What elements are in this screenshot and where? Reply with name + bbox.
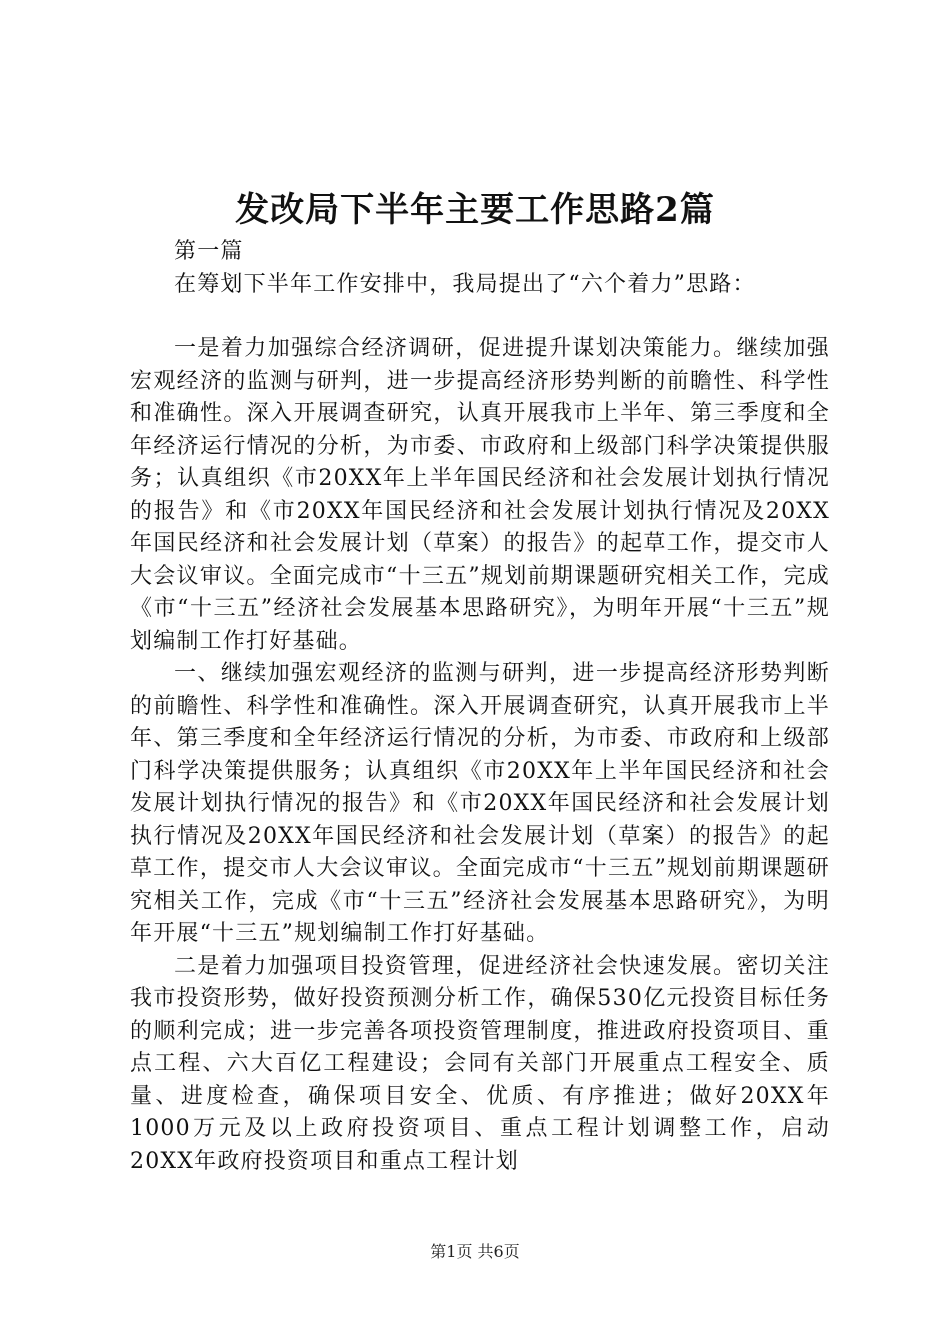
body-paragraph: 二是着力加强项目投资管理，促进经济社会快速发展。密切关注我市投资形势，做好投资预测分析工作，确保530亿元投资目标任务的顺利完成；进一步完善各项投资管理制度，推进政府投资项目、重点工程、六大百亿工程建设；会同有关部门开展重点工程安全、质量、进度检查，确保项目安全、优质、有序推进；做好20XX年1000万元及以上政府投资项目、重点工程计划调整工作，启动20XX年政府投资项目和重点工程计划 [130, 953, 830, 1174]
page-footer: 第1页 共6页 [430, 1242, 520, 1261]
section-heading: 第一篇 [174, 239, 244, 264]
body-paragraph: 一、继续加强宏观经济的监测与研判，进一步提高经济形势判断的前瞻性、科学性和准确性。深入开展调查研究，认真开展我市上半年、第三季度和全年经济运行情况的分析，为市委、市政府和上级部门科学决策提供服务；认真组织《市20XX年上半年国民经济和社会发展计划执行情况的报告》和《市20XX年国民经济和社会发展计划执行情况及20XX年国民经济和社会发展计划（草案）的报告》的起草工作，提交市人大会议审议。全面完成市“十三五”规划前期课题研究相关工作，完成《市“十三五”经济社会发展基本思路研究》，为明年开展“十三五”规划编制工作打好基础。 [130, 661, 830, 946]
body-paragraph: 一是着力加强综合经济调研，促进提升谋划决策能力。继续加强宏观经济的监测与研判，进一步提高经济形势判断的前瞻性、科学性和准确性。深入开展调查研究，认真开展我市上半年、第三季度和全年经济运行情况的分析，为市委、市政府和上级部门科学决策提供服务；认真组织《市20XX年上半年国民经济和社会发展计划执行情况的报告》和《市20XX年国民经济和社会发展计划执行情况及20XX年国民经济和社会发展计划（草案）的报告》的起草工作，提交市人大会议审议。全面完成市“十三五”规划前期课题研究相关工作，完成《市“十三五”经济社会发展基本思路研究》，为明年开展“十三五”规划编制工作打好基础。 [130, 336, 830, 654]
document-title: 发改局下半年主要工作思路2篇 [235, 190, 715, 230]
document-body [130, 236, 830, 1178]
intro-paragraph: 在筹划下半年工作安排中，我局提出了“六个着力”思路： [174, 271, 756, 297]
